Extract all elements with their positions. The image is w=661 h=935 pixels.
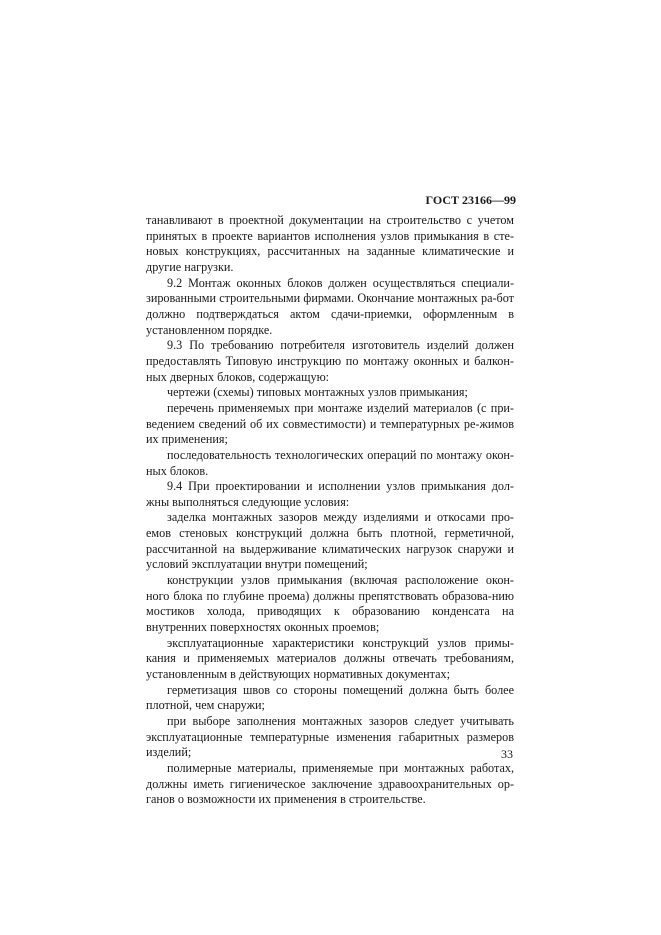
document-code-header: ГОСТ 23166—99	[425, 193, 516, 207]
paragraph: конструкции узлов примыкания (включая расположение окон-ного блока по глубине проема) должны препятствовать образова-нию мостиков холода, приводящих к образованию конденсата на внутренних поверхностях оконных проемов;	[146, 573, 514, 635]
paragraph: чертежи (схемы) типовых монтажных узлов примыкания;	[167, 385, 468, 400]
page-number: 33	[501, 747, 513, 761]
paragraph: перечень применяемых при монтаже изделий материалов (с при-ведением сведений об их совместимости) и температурных ре-жимов их применения;	[146, 400, 514, 447]
paragraph: эксплуатационные характеристики конструкций узлов примы-кания и применяемых материалов должны отвечать требованиям, установленным в действующих нормативных документах;	[146, 635, 514, 682]
document-body	[146, 213, 514, 808]
paragraph: 9.3 По требованию потребителя изготовитель изделий должен предоставлять Типовую инструкцию по монтажу оконных и балкон-ных дверных блоков, содержащую:	[146, 338, 514, 384]
paragraph: 9.2 Монтаж оконных блоков должен осуществляться специали-зированными строительными фирмами. Окончание монтажных ра-бот должно подтверждаться актом сдачи-приемки, оформленным в установленном порядке.	[146, 275, 514, 337]
paragraph: заделка монтажных зазоров между изделиями и откосами про-емов стеновых конструкций должна быть плотной, герметичной, рассчитанной на выдерживание климатических нагрузок снаружи и условий эксплуатации внутри помещений;	[146, 510, 514, 572]
paragraph: герметизация швов со стороны помещений должна быть более плотной, чем снаружи;	[146, 682, 514, 713]
paragraph: танавливают в проектной документации на строительство с учетом принятых в проекте вариантов исполнения узлов примыкания в сте-новых конструкциях, рассчитанных на заданные климатические и другие нагрузки.	[146, 213, 514, 274]
paragraph: последовательность технологических операций по монтажу окон-ных блоков.	[146, 447, 514, 478]
paragraph: 9.4 При проектировании и исполнении узлов примыкания дол-жны выполняться следующие условия:	[146, 479, 514, 509]
paragraph: при выборе заполнения монтажных зазоров следует учитывать эксплуатационные температурные изменения габаритных размеров изделий;	[146, 714, 514, 760]
paragraph: полимерные материалы, применяемые при монтажных работах, должны иметь гигиеническое заключение здравоохранительных ор-ганов о возможности их применения в строительстве.	[146, 760, 514, 807]
